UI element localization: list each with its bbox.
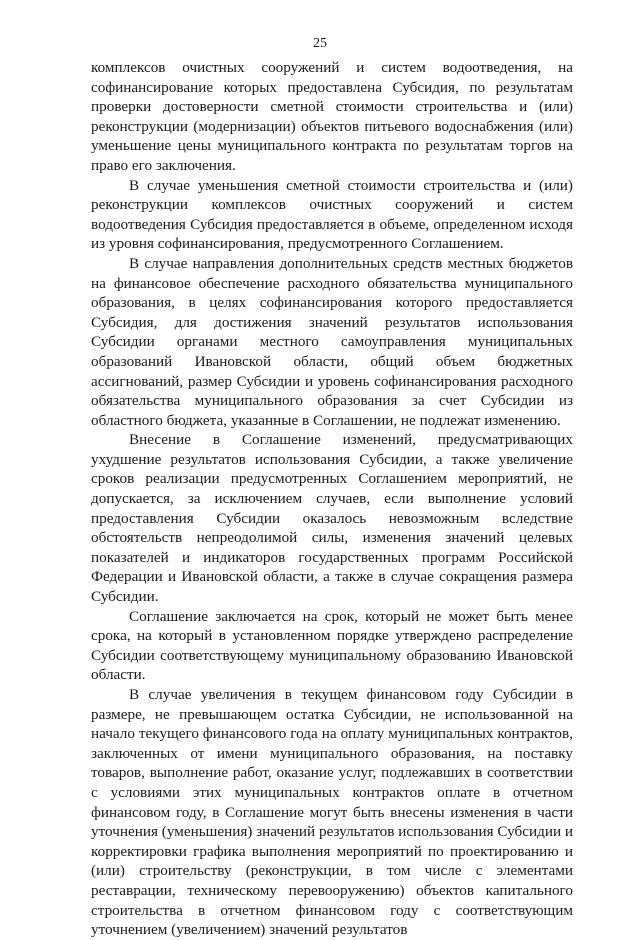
- document-body: [91, 58, 573, 940]
- paragraph: Соглашение заключается на срок, который не может быть менее срока, на который в установленном порядке утверждено распределение Субсидии соответствующему муниципальному образованию Ивановской области.: [91, 607, 573, 684]
- page-number: 25: [313, 36, 327, 51]
- paragraph: В случае увеличения в текущем финансовом году Субсидии в размере, не превышающем остатка Субсидии, не использованной на начало текущего финансового года на оплату муниципальных контрактов, заключенных от имени муниципального образования, на поставку товаров, выполнение работ, оказание услуг, подлежавших в соответствии с условиями этих муниципальных контрактов оплате в отчетном финансовом году, в Соглашение могут быть внесены изменения в части уточнения (уменьшения) значений результатов использования Субсидии и корректировки графика выполнения мероприятий по проектированию и (или) строительству (реконструкции, в том числе с элементами реставрации, техническому перевооружению) объектов капитального строительства в отчетном финансовом году с соответствующим уточнением (увеличением) значений результатов: [91, 686, 573, 939]
- paragraph: В случае уменьшения сметной стоимости строительства и (или) реконструкции комплексов очистных сооружений и систем водоотведения Субсидия предоставляется в объеме, определенном исходя из уровня софинансирования, предусмотренного Соглашением.: [91, 176, 573, 253]
- paragraph: В случае направления дополнительных средств местных бюджетов на финансовое обеспечение расходного обязательства муниципального образования, в целях софинансирования которого предоставляется Субсидия, для достижения значений результатов использования Субсидии органами местного самоуправления муниципальных образований Ивановской области, общий объем бюджетных ассигнований, размер Субсидии и уровень софинансирования расходного обязательства муниципального образования за счет Субсидии из областного бюджета, указанные в Соглашении, не подлежат изменению.: [91, 254, 573, 429]
- paragraph-continuation: комплексов очистных сооружений и систем водоотведения, на софинансирование которых предоставлена Субсидия, по результатам проверки достоверности сметной стоимости строительства и (или) реконструкции (модернизации) объектов питьевого водоснабжения (или) уменьшение цены муниципального контракта по результатам торгов на право его заключения.: [91, 59, 573, 174]
- paragraph: Внесение в Соглашение изменений, предусматривающих ухудшение результатов использования Субсидии, а также увеличение сроков реализации предусмотренных Соглашением мероприятий, не допускается, за исключением случаев, если выполнение условий предоставления Субсидии оказалось невозможным вследствие обстоятельств непреодолимой силы, изменения значений целевых показателей и индикаторов государственных программ Российской Федерации и Ивановской области, а также в случае сокращения размера Субсидии.: [91, 431, 573, 606]
